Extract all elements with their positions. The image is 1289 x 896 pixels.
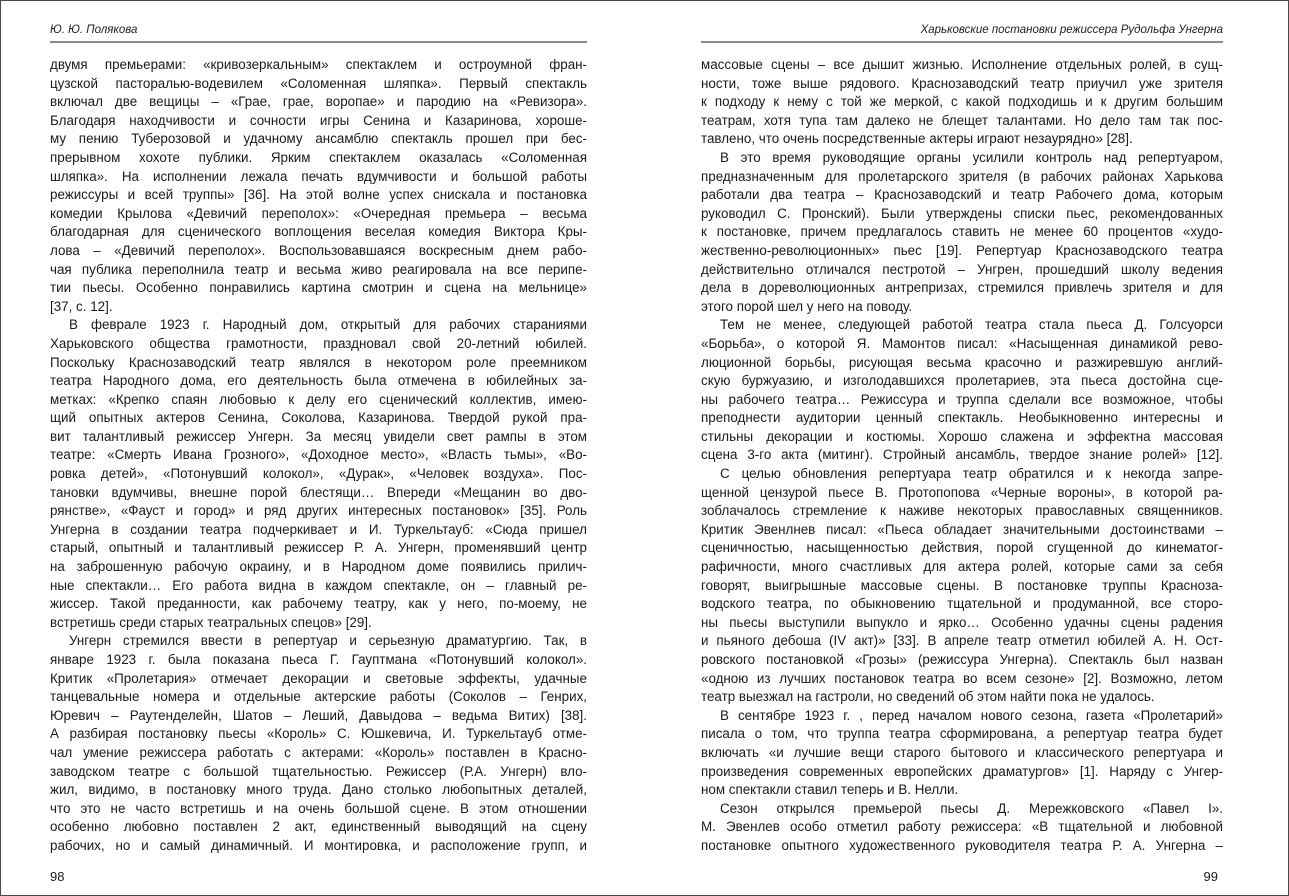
text-line: «Борьба», о которой Я. Мамонтов писал: «Насыщенная динамикой рево-	[701, 335, 1223, 351]
running-head-author: Ю. Ю. Полякова	[50, 24, 138, 36]
text-line: Харьковского общества грамотности, праздновал свой 20-летний юбилей.	[50, 335, 587, 351]
text-line: тановки вдумчивы, внешне порой блестящи… Впереди «Мещанин во дво-	[50, 484, 587, 500]
text-line: режиссуры и всей труппы» [36]. На этой волне успех снискала и постановка	[50, 187, 587, 203]
text-line: лова – «Девичий переполох». Воспользовавшаяся воскресным днем рабо-	[50, 242, 587, 258]
text-line: вит талантливый режиссер Унгерн. За месяц увидели свет рампы в этом	[50, 428, 587, 444]
text-line: писала о том, что труппа театра сформирована, а репертуар театра будет	[701, 726, 1223, 742]
text-line: му пению Туберозовой и удачному ансамблю спектакль прошел при бес-	[50, 131, 587, 147]
text-line: зоблачалось стремление к наживе некоторых православных священников.	[701, 503, 1223, 519]
text-line: ном спектакли ставил теперь и В. Нелли.	[701, 782, 959, 798]
text-line: и пьяного дебоша (IV акт)» [33]. В апреле театр отметил юбилей А. Н. Ост-	[701, 633, 1223, 649]
page-number: 99	[1203, 869, 1218, 884]
text-line: особенно любовно поставлен 2 акт, единственный выводящий на сцену	[50, 819, 587, 835]
text-line: заводском театре с большой тщательностью. Режиссер (Р.А. Унгерн) вло-	[50, 763, 587, 779]
text-line: Унгерна в создании театра подчеркивает и И. Туркельтауб: «Сюда пришел	[50, 521, 587, 537]
running-head-title: Харьковские постановки режиссера Рудольфа Унгерна	[920, 24, 1223, 36]
text-line: чая публика переполнила театр и весьма живо реагировала на все перипе-	[50, 261, 587, 277]
text-line: произведения современных европейских драматургов» [1]. Наряду с Унгер-	[701, 763, 1223, 779]
text-line: к подходу к нему с той же меркой, с какой подходишь и к другим большим	[701, 94, 1223, 110]
text-line: преподнести аудитории ценный спектакль. Необыкновенно интересны и	[701, 410, 1223, 426]
text-line: благодарная для сценического воплощения веселая комедия Виктора Кры-	[50, 224, 587, 240]
text-line: двумя премьерами: «кривозеркальным» спектаклем и остроумной фран-	[50, 57, 587, 72]
text-line: предназначенным для пролетарского зрителя (в рабочих районах Харькова	[701, 168, 1223, 184]
text-line: Благодаря находчивости и сочности игры Сенина и Казаринова, хороше-	[50, 112, 587, 128]
text-line: Критик «Пролетария» отмечает декорации и световые эффекты, удачные	[50, 670, 587, 686]
text-line: М. Эвенлев особо отметил работу режиссера: «В тщательной и любовной	[701, 819, 1223, 835]
text-line: сценичностью, насыщенностью действия, порой сгущенной до кинематог-	[701, 540, 1223, 556]
text-line: Унгерн стремился ввести в репертуар и серьезную драматургию. Так, в	[69, 633, 587, 649]
text-line: скую буржуазию, и изголодавшихся пролетариев, эта пьеса достойна сце-	[701, 373, 1223, 389]
text-line: включать «и лучшие вещи старого бытового и классического репертуара и	[701, 744, 1223, 760]
text-line: на заброшенную рабочую окраину, и в Народном доме появились прилич-	[50, 559, 587, 575]
text-line: действительно отличался пестротой – Унгрен, прошедший школу ведения	[701, 261, 1223, 277]
text-line: тии пьесы. Особенно понравились картина смотрин и сцена на мельнице»	[50, 280, 587, 296]
text-line: встретишь среди старых театральных спецов» [29].	[50, 614, 372, 630]
text-line: ровка детей», «Потонувший колокол», «Дурак», «Человек воздуха». Пос-	[50, 466, 587, 482]
text-line: жил, видимо, в постановку много труда. Дано столько любопытных деталей,	[50, 782, 587, 798]
text-line: стильны декорации и костюмы. Хорошо слажена и эффектна массовая	[701, 428, 1223, 444]
text-line: ные спектакли… Его работа видна в каждом спектакле, он – главный ре-	[50, 577, 587, 593]
text-line: щий опытных актеров Сенина, Соколова, Казаринова. Твердой рукой пра-	[50, 410, 587, 426]
text-line: говорят, выигрышные массовые сцены. В постановке труппы Красноза-	[701, 577, 1223, 593]
text-line: январе 1923 г. была показана пьеса Г. Гауптмана «Потонувший колокол».	[50, 652, 587, 667]
text-line: танцевальные номера и отдельные актерские работы (Соколов – Генрих,	[50, 689, 587, 705]
text-line: ны рабочего театра… Режиссура и труппа сделали все возможное, чтобы	[701, 391, 1223, 407]
page-number: 98	[50, 869, 65, 884]
text-line: руководил С. Пронский). Были утверждены списки пьес, рекомендованных	[701, 205, 1223, 221]
text-line: ны пьесы выступили выпукло и ярко… Особенно удачны сцены радения	[701, 614, 1223, 630]
text-line: рабочих, но и самый динамичный. И монтировка, и расположение групп, и	[50, 837, 587, 853]
text-line: рафичности, много счастливых для актера ролей, которые сами за себя	[701, 559, 1223, 575]
text-line: метках: «Крепко спаян любовью к делу его сценический коллектив, имею-	[50, 391, 587, 407]
text-line: Тем не менее, следующей работой театра стала пьеса Д. Голсуорси	[720, 317, 1223, 333]
text-line: комедии Крылова «Девичий переполох»: «Очередная премьера – весьма	[50, 205, 587, 221]
text-line: В это время руководящие органы усилили контроль над репертуаром,	[720, 149, 1223, 165]
header-rule	[50, 41, 587, 43]
text-line: Поскольку Краснозаводский театр являлся в некотором роле преемником	[50, 354, 587, 370]
text-line: жиссер. Такой преданности, как рабочему театру, как у него, по-моему, не	[50, 596, 587, 612]
text-line: включал две вещицы – «Грае, грае, воропае» и пародию на «Ревизора».	[50, 94, 587, 110]
text-line: [37, с. 12].	[50, 298, 113, 314]
text-line: чал умение режиссера работать с актерами: «Король» поставлен в Красно-	[50, 744, 587, 760]
text-line: щенной цензурой пьесе В. Протопопова «Черные вороны», в которой ра-	[701, 484, 1223, 500]
text-line: «одною из лучших постановок театра во всем сезоне» [2]. Возможно, летом	[701, 670, 1223, 686]
text-line: постановке опытного художественного руководителя театра Р. А. Унгерна –	[701, 837, 1223, 853]
text-line: театрам, хотя тупа там далеко не блещет талантами. Но дело там так пос-	[701, 112, 1223, 128]
text-line: Критик Эвенлнев писал: «Пьеса обладает значительными достоинствами –	[701, 521, 1223, 537]
text-line: Сезон открылся премьерой пьесы Д. Мережковского «Павел I».	[720, 800, 1223, 816]
text-line: прерывном хохоте публики. Ярким спектаклем оказалась «Соломенная	[50, 149, 587, 165]
text-line: В феврале 1923 г. Народный дом, открытый для рабочих стараниями	[69, 317, 587, 333]
text-line: С целью обновления репертуара театр обратился и к некогда запре-	[720, 466, 1223, 482]
left-page	[1, 1, 646, 895]
text-line: дела в дореволюционных антрепризах, стремился привлечь зрителя и для	[701, 280, 1223, 296]
text-line: массовые сцены – все дышит жизнью. Исполнение отдельных ролей, в сущ-	[701, 57, 1223, 72]
body-text	[50, 56, 587, 856]
text-line: ности, тоже выше рядового. Краснозаводский театр приучил уже зрителя	[701, 75, 1223, 91]
header-rule	[701, 41, 1223, 43]
text-line: этого порой шел у него на поводу.	[701, 298, 913, 314]
text-line: рянстве», «Фауст и город» и ряд других интересных постановок» [35]. Роль	[50, 503, 587, 519]
text-line: люционной борьбы, рисующая весьма красочно и разжиревшую англий-	[701, 354, 1223, 370]
text-line: А разбирая постановку пьесы «Король» С. Юшкевича, И. Туркельтауб отме-	[50, 726, 587, 742]
text-line: театре: «Смерть Ивана Грозного», «Доходное место», «Власть тьмы», «Во-	[50, 447, 587, 463]
text-line: В сентябре 1923 г. , перед началом нового сезона, газета «Пролетарий»	[720, 707, 1223, 723]
text-line: к постановке, причем предлагалось ставить не менее 60 процентов «худо-	[701, 224, 1223, 240]
body-text	[701, 56, 1223, 856]
text-line: что это не часто встретишь и на очень большой сцене. В этом отношении	[50, 800, 587, 816]
text-line: цузской пасторалью-водевилем «Соломенная шляпка». Первый спектакль	[50, 75, 587, 91]
text-line: театра Народного дома, его деятельность была отмечена в юбилейных за-	[50, 373, 587, 389]
text-line: жественно-революционных» пьес [19]. Репертуар Краснозаводского театра	[701, 242, 1223, 258]
text-line: тавлено, что очень посредственные актеры играют незаурядно» [28].	[701, 131, 1133, 147]
text-line: работали два театра – Краснозаводский и театр Рабочего дома, которым	[701, 187, 1223, 203]
text-line: старый, опытный и талантливый режиссер Р. А. Унгерн, променявший центр	[50, 540, 587, 556]
text-line: водского театра, по обыкновению тщательной и продуманной, все сторо-	[701, 596, 1223, 612]
text-line: сцена 3-го акта (митинг). Стройный ансамбль, твердое знание ролей» [12].	[701, 447, 1223, 463]
text-line: ровского постановкой «Грозы» (режиссура Унгерна). Спектакль был назван	[701, 652, 1223, 667]
text-line: Юревич – Раутенделейн, Шатов – Леший, Давыдова – ведьма Витих) [38].	[50, 707, 587, 723]
text-line: театр выезжал на гастроли, но сведений об этом найти пока не удалось.	[701, 689, 1155, 705]
text-line: шляпка». На исполнении лежала печать вдумчивости и большой работы	[50, 168, 587, 184]
right-page	[646, 1, 1288, 895]
